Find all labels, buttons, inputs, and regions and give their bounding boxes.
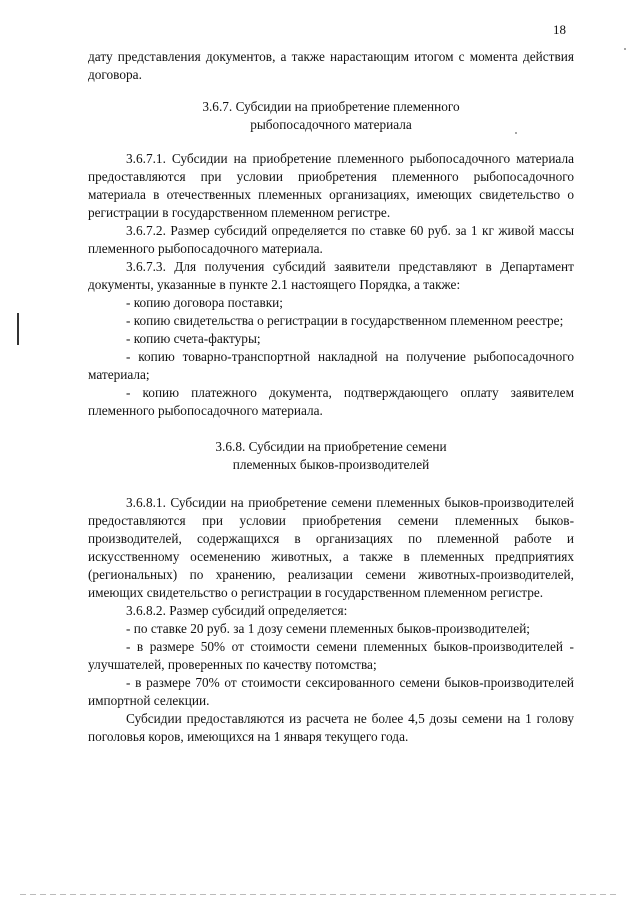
section-3-6-8-title-line1: 3.6.8. Субсидии на приобретение семени: [215, 439, 447, 454]
list-item: - копию платежного документа, подтверждающего оплату заявителем племенного рыбопосадочного материала.: [88, 385, 574, 418]
section-3-6-7-title-line1: 3.6.7. Субсидии на приобретение племенного: [202, 99, 460, 114]
document-body: [88, 48, 574, 746]
section-3-6-8-heading: [88, 438, 574, 474]
list-item: - копию договора поставки;: [126, 295, 283, 310]
scan-edge-noise: [20, 894, 620, 895]
list-item: - копию счета-фактуры;: [126, 331, 261, 346]
scan-speck: [515, 132, 517, 134]
intro-paragraph: дату представления документов, а также нарастающим итогом с момента действия договора.: [88, 49, 574, 82]
list-item: - в размере 70% от стоимости сексированного семени быков-производителей импортной селекции.: [88, 675, 574, 708]
list-item: - копию товарно-транспортной накладной на получение рыбопосадочного материала;: [88, 349, 574, 382]
paragraph-3-6-8-2: 3.6.8.2. Размер субсидий определяется:: [126, 603, 348, 618]
scan-margin-mark: [17, 313, 19, 345]
paragraph-3-6-7-2: 3.6.7.2. Размер субсидий определяется по ставке 60 руб. за 1 кг живой массы племенного рыбопосадочного материала.: [88, 223, 574, 256]
section-3-6-7-heading: [88, 98, 574, 134]
section-3-6-7-title-line2: рыбопосадочного материала: [250, 117, 412, 132]
paragraph-3-6-7-1: 3.6.7.1. Субсидии на приобретение племенного рыбопосадочного материала предоставляются при условии приобретения племенного рыбопосадочного материала в отечественных племенных организациях, имеющих свидетельство о регистрации в государственном племенном регистре.: [88, 151, 574, 220]
section-3-6-8-title-line2: племенных быков-производителей: [232, 457, 430, 472]
paragraph-3-6-7-3: 3.6.7.3. Для получения субсидий заявители представляют в Департамент документы, указанные в пункте 2.1 настоящего Порядка, а также:: [88, 259, 574, 292]
list-item: - в размере 50% от стоимости семени племенных быков-производителей - улучшателей, проверенных по качеству потомства;: [88, 639, 574, 672]
page-number: 18: [553, 22, 566, 37]
paragraph-3-6-8-1: 3.6.8.1. Субсидии на приобретение семени племенных быков-производителей предоставляются при условии приобретения семени племенных быков-производителей, содержащихся в организациях по племенной работе и искусственному осеменению животных, а также в племенных предприятиях (региональных) по хранению, реализации семени животных-производителей, имеющих свидетельство о регистрации в государственном племенном регистре.: [88, 495, 574, 600]
scan-speck: [624, 48, 626, 50]
list-item: - по ставке 20 руб. за 1 дозу семени племенных быков-производителей;: [126, 621, 531, 636]
list-item: - копию свидетельства о регистрации в государственном племенном реестре;: [126, 313, 564, 328]
closing-paragraph: Субсидии предоставляются из расчета не более 4,5 дозы семени на 1 голову поголовья коров, имеющихся на 1 января текущего года.: [88, 711, 574, 744]
